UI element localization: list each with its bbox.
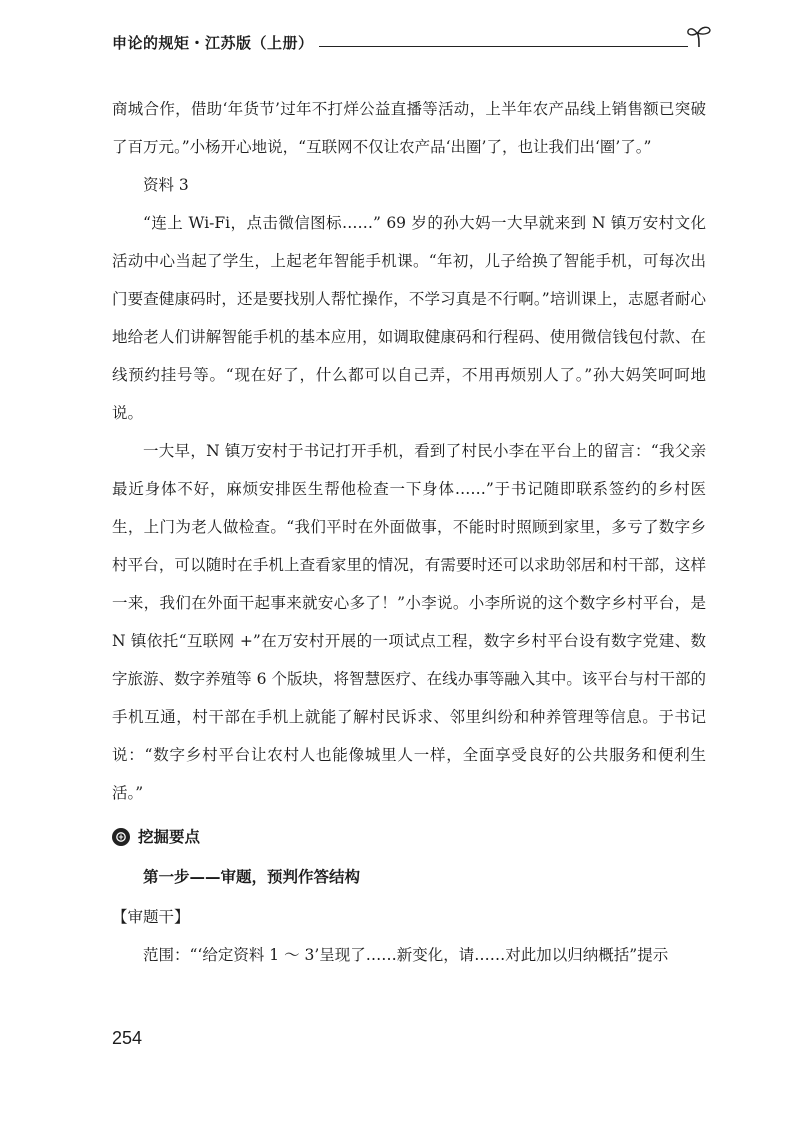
last-line: 范围：“‘给定资料 1 ～ 3’呈现了……新变化，请……对此加以归纳概括”提示 [143, 946, 669, 964]
paragraph-1: 商城合作，借助‘年货节’过年不打烊公益直播等活动，上半年农产品线上销售额已突破了百万元。”小杨开心地说，“互联网不仅让农产品‘出圈’了，也让我们出‘圈’了。” [112, 100, 706, 156]
section-heading [112, 818, 706, 856]
running-header [112, 30, 712, 56]
paragraph-3: 一大早，N 镇万安村于书记打开手机，看到了村民小李在平台上的留言：“我父亲最近身体不好，麻烦安排医生帮他检查一下身体……”于书记随即联系签约的乡村医生，上门为老人做检查。“我们平时在外面做事，不能时时照顾到家里，多亏了数字乡村平台，可以随时在手机上查看家里的情况，有需要时还可以求助邻居和村干部，这样一来，我们在外面干起事来就安心多了！”小李说。小李所说的这个数字乡村平台，是 N 镇依托“互联网 +”在万安村开展的一项试点工程，数字乡村平台设有数字党建、数字旅游、数字养殖等 6 个版块，将智慧医疗、在线办事等融入其中。该平台与村干部的手机互通，村干部在手机上就能了解村民诉求、邻里纠纷和种养管理等信息。于书记说：“数字乡村平台让农村人也能像城里人一样，全面享受良好的公共服务和便利生活。” [112, 442, 706, 802]
body-text [112, 90, 706, 974]
paragraph-2: “连上 Wi-Fi，点击微信图标……” 69 岁的孙大妈一大早就来到 N 镇万安村文化活动中心当起了学生，上起老年智能手机课。“年初，儿子给换了智能手机，可每次出门要查健康码时，还是要找别人帮忙操作，不学习真是不行啊。”培训课上，志愿者耐心地给老人们讲解智能手机的基本应用，如调取健康码和行程码、使用微信钱包付款、在线预约挂号等。“现在好了，什么都可以自己弄，不用再烦别人了。”孙大妈笑呵呵地说。 [112, 214, 706, 422]
header-rule [319, 46, 688, 47]
sprout-icon [686, 24, 712, 48]
step-heading: 第一步——审题，预判作答结构 [143, 868, 361, 886]
bracket-label: 【审题干】 [112, 908, 190, 926]
section-title: 挖掘要点 [138, 828, 201, 846]
page-number: 254 [112, 1028, 143, 1048]
material-label: 资料 3 [143, 176, 189, 194]
section-marker-icon [112, 828, 130, 846]
book-title: 申论的规矩・江苏版（上册） [112, 34, 314, 52]
